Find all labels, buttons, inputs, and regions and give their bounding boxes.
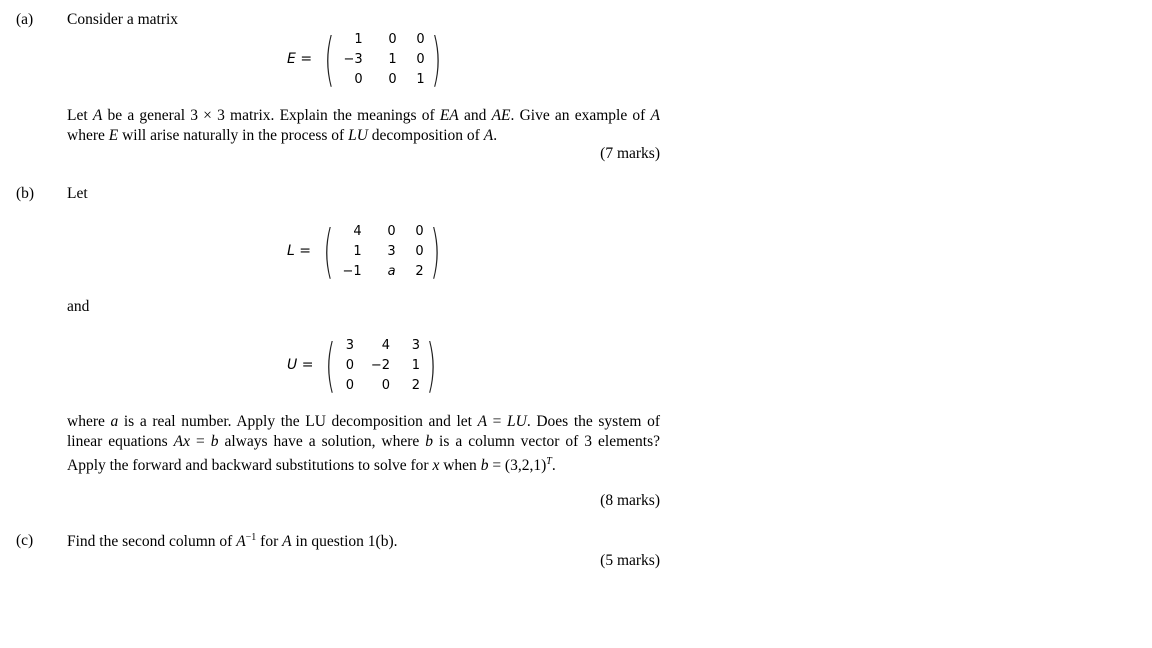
matrix-l-entry: 0: [415, 243, 424, 259]
right-paren: ): [430, 25, 442, 93]
part-a-intro: Consider a matrix: [67, 11, 179, 28]
matrix-l-entry: 0: [415, 223, 424, 239]
matrix-e-entry: 0: [416, 31, 425, 47]
matrix-u-entry: 0: [345, 357, 355, 373]
left-paren: (: [324, 25, 335, 93]
matrix-u-entry: −2: [370, 357, 391, 373]
part-b-intro: Let: [67, 185, 88, 202]
matrix-l-entry: 3: [387, 243, 396, 259]
part-b-body: where a is a real number. Apply the LU decomposition and let A = LU. Does the system of linear equations Ax = b always have a solution, where b is a column vector of 3 elements? Apply the forward and backward substitutions to solve for x when $b = (3,2,1)^T$.: [67, 413, 660, 475]
matrix-l-entry: 0: [387, 223, 396, 239]
part-b-and: and: [67, 298, 90, 315]
matrix-u-entry: 0: [381, 377, 391, 393]
matrix-e-name: E =: [287, 51, 313, 67]
matrix-e-entry: 0: [388, 71, 397, 87]
matrix-u: [287, 331, 443, 399]
matrix-e-entry: 0: [354, 71, 363, 87]
part-a-marks: (7 marks): [600, 145, 660, 162]
matrix-u-entry: 2: [411, 377, 421, 393]
right-paren: ): [426, 331, 437, 399]
matrix-u-entry: 4: [381, 337, 391, 353]
matrix-u-entry: 1: [411, 357, 421, 373]
matrix-l-entry: −1: [342, 263, 362, 279]
part-b-label: (b): [16, 185, 35, 202]
part-c-marks: (5 marks): [600, 552, 660, 569]
matrix-l-entry: 2: [415, 263, 424, 279]
matrix-l-entry: 4: [353, 223, 362, 239]
left-paren: (: [325, 331, 336, 399]
matrix-l-entry: 1: [353, 243, 362, 259]
matrix-l: [287, 217, 446, 285]
matrix-u-entry: 0: [345, 377, 355, 393]
left-paren: (: [323, 217, 334, 285]
matrix-u-name: U =: [287, 357, 314, 373]
matrix-e-entry: 1: [416, 71, 425, 87]
matrix-u-entry: 3: [411, 337, 421, 353]
matrix-e-entry: 0: [388, 31, 397, 47]
matrix-e-entry: 1: [354, 31, 363, 47]
part-c-label: (c): [16, 532, 34, 549]
matrix-u-entries: [342, 337, 420, 394]
part-c-body: Find the second column of $A^{-1}$ for A in question 1(b).: [67, 532, 398, 551]
part-a-label: (a): [16, 11, 34, 28]
right-paren: ): [429, 217, 441, 285]
matrix-e-entries: [341, 31, 425, 88]
part-b-marks: (8 marks): [600, 492, 660, 509]
matrix-e-entry: −3: [343, 51, 363, 67]
part-a-body: Let A be a general 3 × 3 matrix. Explain the meanings of EA and AE. Give an example of A where E will arise naturally in the process of LU decomposition of A.: [67, 107, 660, 144]
matrix-l-name: L =: [287, 243, 311, 259]
matrix-l-entries: [340, 223, 424, 280]
matrix-u-entry: 3: [345, 337, 355, 353]
matrix-e-entry: 0: [416, 51, 425, 67]
matrix-e-entry: 1: [388, 51, 397, 67]
matrix-l-entry: a: [387, 263, 396, 279]
matrix-e: [287, 25, 447, 93]
